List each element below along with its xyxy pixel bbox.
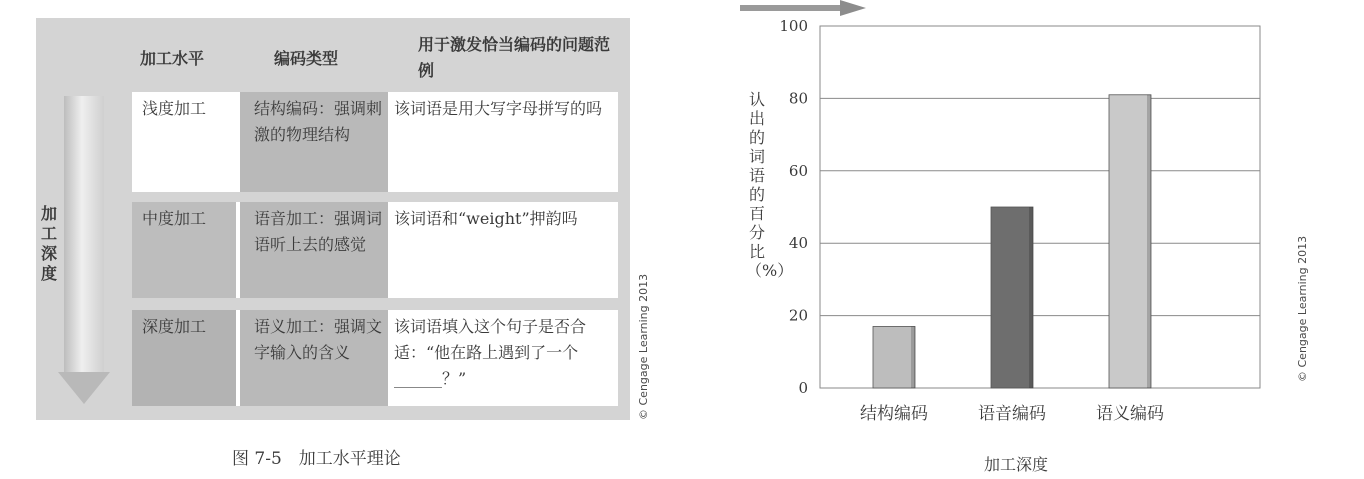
row-level: 深度加工	[142, 317, 207, 336]
y-tick-label: 0	[798, 379, 808, 397]
copyright-credit: © Cengage Learning 2013	[637, 273, 650, 420]
y-tick-label: 40	[788, 234, 808, 253]
copyright-credit: © Cengage Learning 2013	[1296, 235, 1309, 382]
y-tick-label: 20	[788, 306, 808, 325]
y-tick-label: 100	[779, 17, 808, 35]
header-encoding-type: 编码类型	[274, 49, 339, 68]
header-processing-level: 加工水平	[140, 49, 205, 68]
recognition-bar-chart	[740, 0, 1300, 479]
y-axis-label: 认出的词语的百分比（%）	[746, 90, 794, 280]
figure-caption: 图 7-5 加工水平理论	[232, 449, 401, 469]
header-example-question: 用于激发恰当编码的问题范例	[418, 35, 611, 80]
x-category-label: 语义编码	[1096, 404, 1164, 424]
table-row	[132, 202, 618, 298]
row-example-question: 该词语和“weight”押韵吗	[394, 209, 578, 228]
bar-shade	[1147, 95, 1151, 388]
row-encoding-type: 结构编码：强调刺激的物理结构	[240, 92, 388, 192]
row-level: 浅度加工	[142, 99, 207, 118]
x-axis-label: 加工深度	[984, 455, 1049, 474]
bar	[991, 207, 1033, 388]
table-row	[132, 310, 618, 406]
row-encoding-type: 语音加工：强调词语听上去的感觉	[240, 202, 388, 298]
bar-shade	[1029, 207, 1033, 388]
row-encoding-type: 语义加工：强调文字输入的含义	[240, 310, 388, 406]
x-category-label: 语音编码	[978, 404, 1046, 424]
y-tick-label: 80	[788, 89, 808, 108]
processing-depth-label: 加工深度	[40, 204, 57, 283]
chart-canvas	[740, 0, 1300, 479]
bar-shade	[911, 326, 915, 388]
levels-of-processing-table	[36, 18, 630, 420]
row-example-question: 该词语是用大写字母拼写的吗	[394, 99, 603, 118]
depth-arrow-shaft	[64, 96, 104, 374]
x-category-label: 结构编码	[860, 404, 928, 424]
table-row	[132, 92, 618, 192]
row-example-question: 该词语填入这个句子是否合适：“他在路上遇到了一个______？”	[394, 317, 587, 388]
right-arrow-icon	[740, 0, 868, 16]
down-arrow-icon	[58, 372, 110, 404]
bar	[1109, 95, 1151, 388]
y-tick-label: 60	[788, 161, 808, 180]
bar	[873, 326, 915, 388]
row-level: 中度加工	[142, 209, 207, 228]
